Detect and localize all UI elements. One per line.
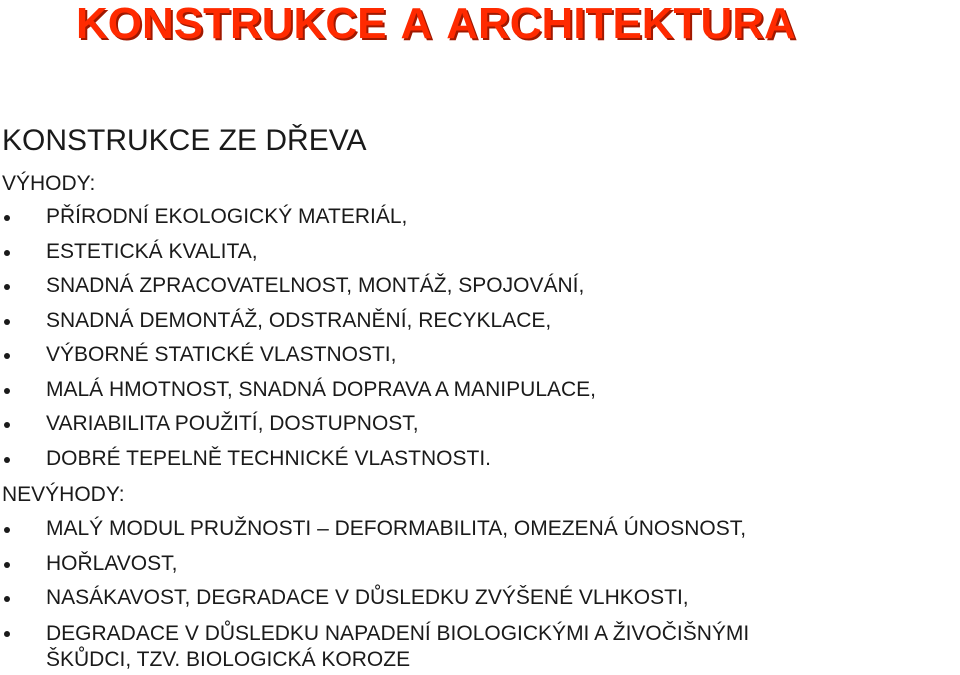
advantages-label: VÝHODY:	[2, 172, 96, 195]
list-item	[0, 240, 596, 275]
list-item	[0, 205, 596, 240]
list-item	[0, 343, 596, 378]
list-item-text: HOŘLAVOST,	[46, 551, 178, 575]
bullet-icon	[4, 388, 10, 394]
section-heading: KONSTRUKCE ZE DŘEVA	[2, 124, 367, 157]
list-item	[0, 412, 596, 447]
list-item	[0, 621, 749, 673]
list-item-text: VÝBORNÉ STATICKÉ VLASTNOSTI,	[46, 343, 397, 366]
list-item-text: PŘÍRODNÍ EKOLOGICKÝ MATERIÁL,	[46, 205, 408, 228]
bullet-icon	[4, 457, 10, 463]
list-item-text: SNADNÁ DEMONTÁŽ, ODSTRANĚNÍ, RECYKLACE,	[46, 308, 552, 332]
list-item-text-line-2: ŠKŮDCI, TZV. BIOLOGICKÁ KOROZE	[46, 647, 411, 671]
list-item-text: MALÁ HMOTNOST, SNADNÁ DOPRAVA A MANIPULACE,	[46, 377, 597, 401]
slide-title-word-1: KONSTRUKCE	[76, 0, 387, 48]
list-item-text: MALÝ MODUL PRUŽNOSTI – DEFORMABILITA, OMEZENÁ ÚNOSNOST,	[46, 517, 747, 540]
list-item	[0, 447, 596, 482]
list-item-text-line-1: DEGRADACE V DŮSLEDKU NAPADENÍ BIOLOGICKÝMI A ŽIVOČIŠNÝMI	[46, 621, 750, 645]
list-item	[0, 517, 749, 552]
list-item-text: SNADNÁ ZPRACOVATELNOST, MONTÁŽ, SPOJOVÁNÍ,	[46, 274, 585, 297]
list-item	[0, 378, 596, 413]
bullet-icon	[4, 596, 10, 602]
bullet-icon	[4, 215, 10, 221]
disadvantages-list	[0, 517, 749, 673]
list-item-text: NASÁKAVOST, DEGRADACE V DŮSLEDKU ZVÝŠENÉ VLHKOSTI,	[46, 586, 689, 609]
bullet-icon	[4, 562, 10, 568]
disadvantages-label: NEVÝHODY:	[2, 483, 125, 506]
slide-title	[76, 2, 796, 46]
slide-title-word-3: ARCHITEKTURA	[446, 0, 796, 48]
advantages-list	[0, 205, 596, 481]
bullet-icon	[4, 284, 10, 290]
list-item	[0, 274, 596, 309]
bullet-icon	[4, 422, 10, 428]
list-item-text: VARIABILITA POUŽITÍ, DOSTUPNOST,	[46, 412, 419, 435]
bullet-icon	[4, 631, 10, 637]
bullet-icon	[4, 353, 10, 359]
list-item	[0, 309, 596, 344]
slide-title-word-2: A	[400, 0, 433, 48]
list-item-text: ESTETICKÁ KVALITA,	[46, 239, 258, 263]
bullet-icon	[4, 250, 10, 256]
list-item	[0, 586, 749, 621]
list-item-text: DOBRÉ TEPELNĚ TECHNICKÉ VLASTNOSTI.	[46, 446, 491, 470]
bullet-icon	[4, 319, 10, 325]
bullet-icon	[4, 527, 10, 533]
list-item	[0, 552, 749, 587]
